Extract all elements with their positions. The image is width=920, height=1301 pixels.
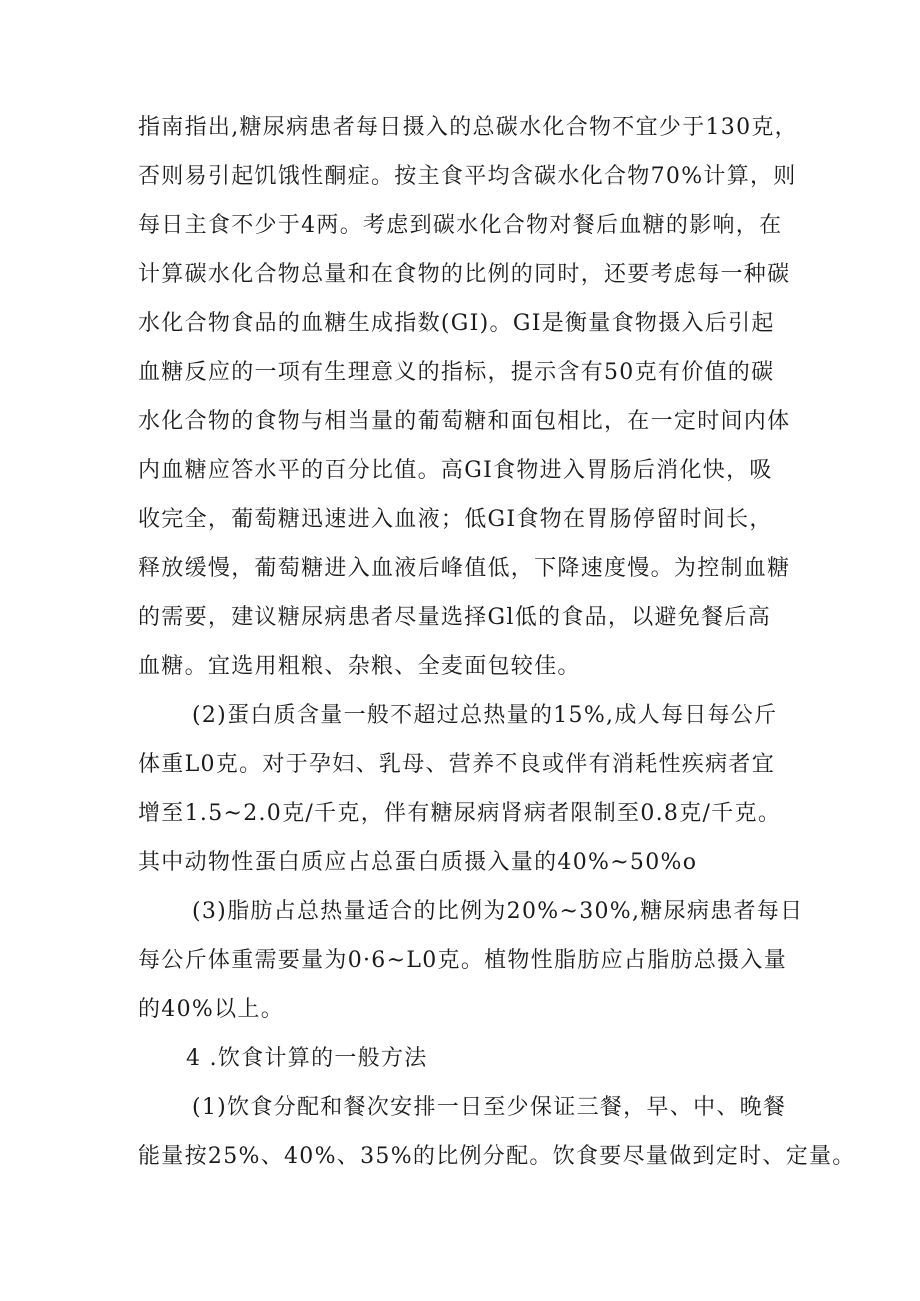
paragraph-line: 释放缓慢，葡萄糖进入血液后峰值低，下降速度慢。为控制血糖 [138, 556, 791, 581]
paragraph-line: 收完全，葡萄糖迅速进入血液；低GI食物在胃肠停留时间长， [138, 507, 773, 532]
paragraph-line: (3)脂肪占总热量适合的比例为20%~30%,糖尿病患者每日 [192, 899, 804, 924]
paragraph-line: 血糖。宜选用粗粮、杂粮、全麦面包较佳。 [138, 654, 581, 679]
paragraph-line: 每公斤体重需要量为0·6~L0克。植物性脂肪应占脂肪总摄入量 [138, 948, 788, 973]
paragraph-line: 增至1.5~2.0克/千克，伴有糖尿病肾病者限制至0.8克/千克。 [138, 801, 782, 826]
paragraph-line: 计算碳水化合物总量和在食物的比例的同时，还要考虑每一种碳 [138, 262, 791, 287]
paragraph-line: 水化合物食品的血糖生成指数(GI)。GI是衡量食物摄入后引起 [138, 311, 775, 336]
paragraph-line: 指南指出,糖尿病患者每日摄入的总碳水化合物不宜少于130克， [138, 115, 798, 140]
paragraph-line: 内血糖应答水平的百分比值。高GI食物进入胃肠后消化快，吸 [138, 458, 773, 483]
paragraph-line: (1)饮食分配和餐次安排一日至少保证三餐，早、中、晚餐 [192, 1095, 787, 1120]
paragraph-line: 血糖反应的一项有生理意义的指标，提示含有50克有价值的碳 [138, 360, 775, 385]
paragraph-line: 的需要，建议糖尿病患者尽量选择Gl低的食品，以避免餐后高 [138, 605, 772, 630]
paragraph-line: 每日主食不少于4两。考虑到碳水化合物对餐后血糖的影响，在 [138, 213, 783, 238]
paragraph-line: 其中动物性蛋白质应占总蛋白质摄入量的40%~50%o [138, 850, 698, 875]
paragraph-line: (2)蛋白质含量一般不超过总热量的15%,成人每日每公斤 [192, 703, 778, 728]
paragraph-line: 水化合物的食物与相当量的葡萄糖和面包相比，在一定时间内体 [138, 409, 791, 434]
paragraph-line: 能量按25%、40%、35%的比例分配。饮食要尽量做到定时、定量。 [138, 1144, 856, 1169]
paragraph-line: 否则易引起饥饿性酮症。按主食平均含碳水化合物70%计算，则 [138, 164, 797, 189]
paragraph-line: 的40%以上。 [138, 997, 284, 1022]
section-heading: 4 .饮食计算的一般方法 [186, 1046, 428, 1071]
paragraph-line: 体重L0克。对于孕妇、乳母、营养不良或伴有消耗性疾病者宜 [138, 752, 776, 777]
